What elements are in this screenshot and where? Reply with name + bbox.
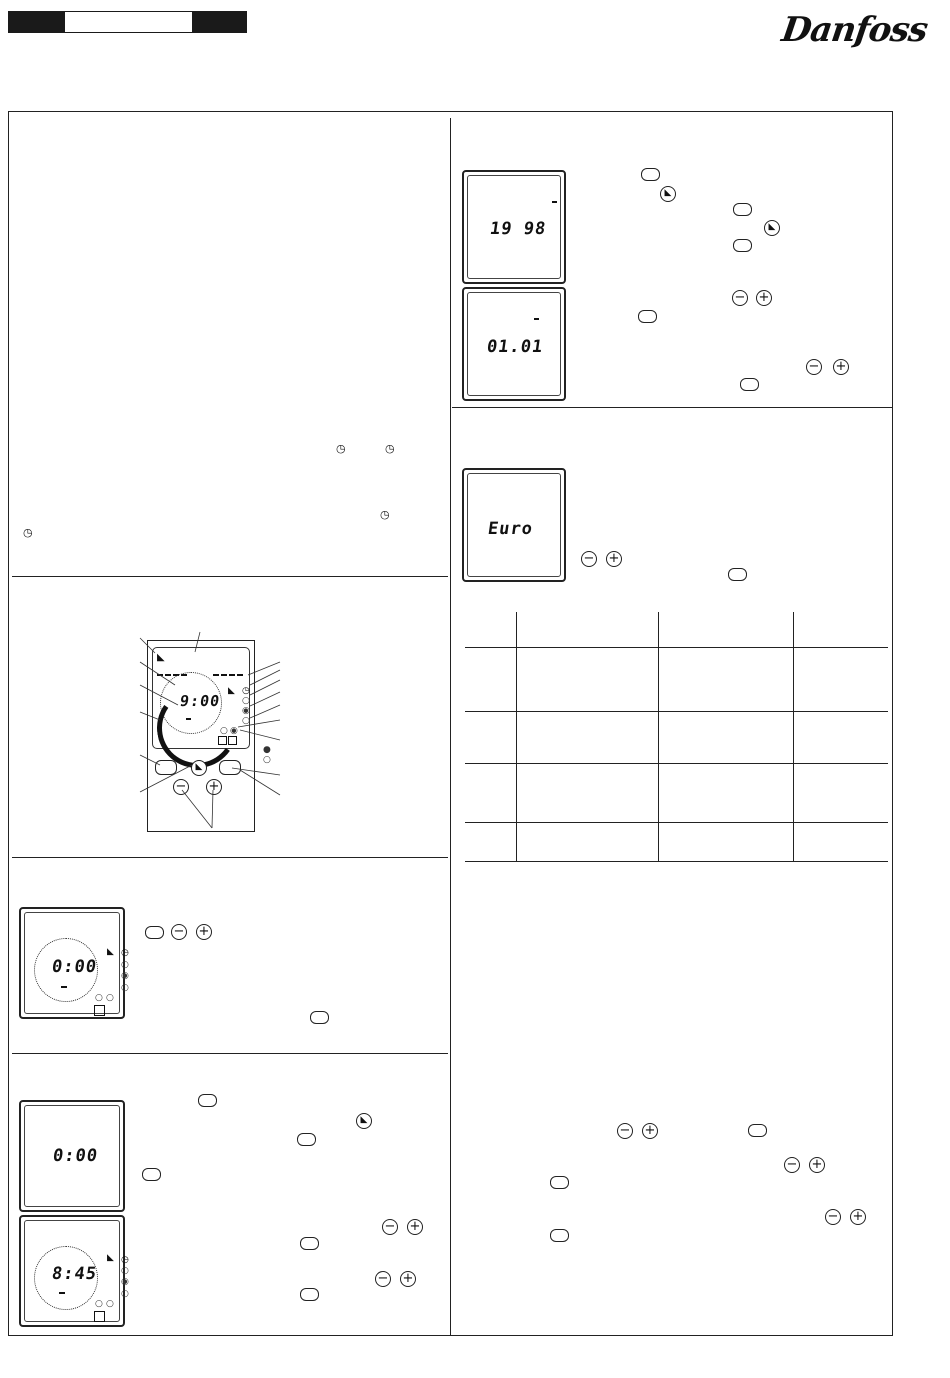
minus-button[interactable]: −: [617, 1123, 633, 1139]
table-col-line: [516, 612, 517, 861]
mode-icon: ○: [242, 716, 250, 726]
clock-icon: ◷: [385, 442, 395, 455]
ok-button[interactable]: [310, 1011, 329, 1024]
clock-icon: ◷: [121, 1255, 129, 1265]
plus-button[interactable]: +: [809, 1157, 825, 1173]
minus-button[interactable]: −: [382, 1219, 398, 1235]
device-arrow-button[interactable]: ◣: [191, 760, 207, 776]
table-col-line: [658, 612, 659, 861]
clock-time-blank: 0:00: [50, 957, 99, 977]
table-row-line: [465, 763, 888, 764]
minus-button[interactable]: −: [825, 1209, 841, 1225]
ok-button[interactable]: [297, 1133, 316, 1146]
mode-icon: ○: [121, 983, 129, 993]
left-rule-3: [12, 1053, 448, 1054]
ok-button[interactable]: [638, 310, 657, 323]
table-row-line: [465, 822, 888, 823]
plus-button[interactable]: +: [833, 359, 849, 375]
minus-button[interactable]: −: [732, 290, 748, 306]
plus-button[interactable]: +: [407, 1219, 423, 1235]
plus-button[interactable]: +: [606, 551, 622, 567]
arrow-button[interactable]: ◣: [660, 186, 676, 202]
ok-button[interactable]: [641, 168, 660, 181]
ok-button[interactable]: [550, 1176, 569, 1189]
display-arrow-icon: ◣: [157, 652, 165, 663]
header-tab-right: [192, 11, 247, 33]
main-time-display: 9:00: [178, 692, 222, 710]
arrow-icon: ◣: [228, 686, 235, 696]
time-plain: 0:00: [51, 1146, 100, 1166]
arrow-button[interactable]: ◣: [764, 220, 780, 236]
table-row-line: [465, 711, 888, 712]
square-icon: [94, 1005, 105, 1016]
open-dot-icon: ○: [263, 755, 271, 765]
device-minus-button[interactable]: −: [173, 779, 189, 795]
clock-icon: ◷: [380, 508, 390, 521]
callout-lines: [0, 570, 450, 850]
table-col-line: [793, 612, 794, 861]
arrow-button[interactable]: ◣: [356, 1113, 372, 1129]
clock-icon: ◷: [23, 526, 33, 539]
left-rule-2: [12, 857, 448, 858]
plus-button[interactable]: +: [756, 290, 772, 306]
mode-icon: ○: [95, 993, 103, 1003]
clock-time-set: 8:45: [50, 1264, 99, 1284]
mode-icon: ○: [220, 726, 228, 736]
mode-icon: ○: [95, 1299, 103, 1309]
device-plus-button[interactable]: +: [206, 779, 222, 795]
ok-button[interactable]: [733, 239, 752, 252]
arrow-icon: ◣: [107, 947, 114, 957]
display-dash: [59, 1292, 65, 1294]
mode-icon: ○: [121, 1266, 129, 1276]
radio-icon: ◉: [121, 1277, 129, 1287]
arrow-icon: ◣: [107, 1253, 114, 1263]
language-display: Euro: [486, 519, 535, 539]
square-icon: [94, 1311, 105, 1322]
year-display: 19 98: [488, 219, 548, 239]
clock-icon: ◷: [242, 686, 250, 696]
mode-icon: ○: [121, 960, 129, 970]
radio-icon: ◉: [242, 706, 250, 716]
mode-icon: ○: [106, 1299, 114, 1309]
mode-icon: ○: [106, 993, 114, 1003]
table-row-line: [465, 861, 888, 862]
ok-button[interactable]: [300, 1237, 319, 1250]
clock-icon: ◷: [121, 948, 129, 958]
brand-logo: Danfoss: [779, 10, 930, 50]
column-divider: [450, 118, 451, 1335]
ok-button[interactable]: [198, 1094, 217, 1107]
display-dash: [552, 201, 557, 203]
minus-button[interactable]: −: [171, 924, 187, 940]
display-dash: [61, 986, 67, 988]
header-tab-middle: [64, 11, 194, 33]
minus-button[interactable]: −: [784, 1157, 800, 1173]
minus-button[interactable]: −: [581, 551, 597, 567]
plus-button[interactable]: +: [196, 924, 212, 940]
plus-button[interactable]: +: [642, 1123, 658, 1139]
clock-icon: ◷: [336, 442, 346, 455]
ok-button[interactable]: [733, 203, 752, 216]
date-display: 01.01: [485, 337, 545, 357]
plus-button[interactable]: +: [400, 1271, 416, 1287]
minus-button[interactable]: −: [375, 1271, 391, 1287]
ok-button[interactable]: [300, 1288, 319, 1301]
ok-button[interactable]: [748, 1124, 767, 1137]
ok-button[interactable]: [550, 1229, 569, 1242]
ok-button[interactable]: [142, 1168, 161, 1181]
ok-button[interactable]: [728, 568, 747, 581]
plus-button[interactable]: +: [850, 1209, 866, 1225]
mode-icon: ○: [121, 1289, 129, 1299]
table-row-line: [465, 647, 888, 648]
display-dash: [534, 318, 539, 320]
right-rule-1: [452, 407, 892, 408]
radio-icon: ◉: [230, 726, 238, 736]
header-tab-left: [8, 11, 64, 33]
radio-icon: ◉: [121, 971, 129, 981]
clock-button[interactable]: [145, 926, 164, 939]
mode-icon: ○: [242, 696, 250, 706]
minus-button[interactable]: −: [806, 359, 822, 375]
ok-button[interactable]: [740, 378, 759, 391]
filled-dot-icon: ●: [263, 745, 271, 755]
